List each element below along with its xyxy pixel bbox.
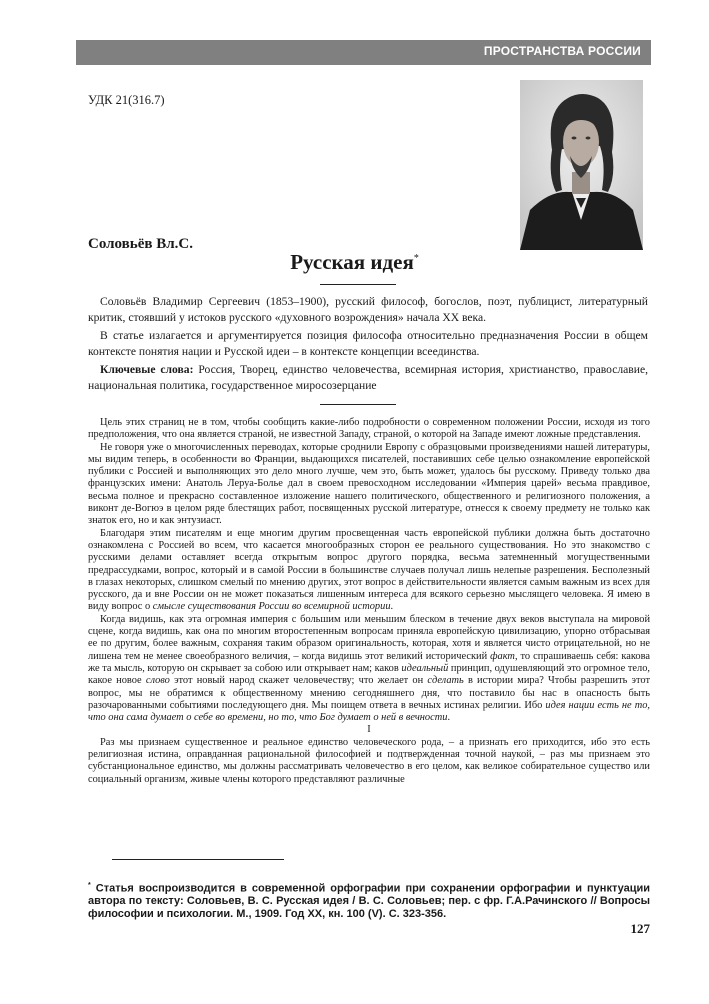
body-paragraph-3 xyxy=(88,528,650,614)
body-paragraph-4-part-b: , то спрашиваешь себя: какова же та мысль, которую он скрывает за собою или открывает нам; каков xyxy=(88,650,650,674)
body-paragraph-3-text: Благодаря этим писателям и еще многим другим просвещенная часть европейской публики должна быть достаточно ознакомлена с Россией во всем, что касается многообразных сторон ее реального существования. Но это знакомство с русскими делами оставляет всегда открытым вопрос другого порядка, весьма затемненный могущественными предрассудками, вопрос, который и в самой России в большинстве случаев получал лишь нелепые разрешения. Бесполезный в глазах некоторых, слишком смелый по мнению других, этот вопрос в действительности является самым важным из всех для русского, да и вне России он не может показаться лишенным интереса для всякого серьезно мыслящего человека. Я имею в виду вопрос о xyxy=(88,527,650,613)
section-header-bar xyxy=(76,40,651,65)
body-paragraph-4-part-e: в истории мира? Чтобы разрешить этот вопрос, мы не обратимся к общественному мнению сегодняшнего дня, что поставило бы нас в опасность быть разочарованными событиями последующего дня. Мы поищем ответа в вечных истинах религии. Ибо xyxy=(88,675,651,711)
author-bio: Соловьёв Владимир Сергеевич (1853–1900), русский философ, богослов, поэт, публицист, литературный критик, стоявший у истоков русского «духовного возрождения» начала XX века. xyxy=(88,295,648,324)
article-title xyxy=(0,250,709,275)
body-paragraph-4-emphasis-4: сделать xyxy=(427,675,464,687)
footnote xyxy=(88,880,650,920)
keywords-list: Россия, Творец, единство человечества, всемирная история, христианство, православие, национальная политика, государственное миросозерцание xyxy=(88,363,649,392)
title-footnote-mark: * xyxy=(413,253,419,264)
abstract-divider xyxy=(320,404,396,405)
body-paragraph-4-part-d: этот новый народ скажет человечеству; что желает он xyxy=(169,675,428,687)
keywords-label: Ключевые слова: xyxy=(100,363,194,376)
footnote-mark: * xyxy=(88,882,91,889)
section-title: ПРОСТРАНСТВА РОССИИ xyxy=(483,44,641,58)
udk-code: УДК 21(316.7) xyxy=(88,93,165,107)
body-paragraph-4 xyxy=(88,614,650,725)
page-number: 127 xyxy=(630,921,650,936)
article-title-text: Русская идея xyxy=(290,250,414,274)
body-paragraph-4-emphasis-1: факт xyxy=(490,650,515,662)
body-paragraph-3-emphasis: смысле существования России во всемирной истории xyxy=(152,601,391,613)
author-portrait xyxy=(520,80,643,250)
title-divider xyxy=(320,284,396,285)
abstract xyxy=(88,294,648,393)
body-paragraph-4-emphasis-3: слово xyxy=(145,675,170,687)
body-paragraph-5: Раз мы признаем существенное и реальное единство человеческого рода, – а признать его приходится, ибо это есть религиозная истина, оправданная рациональной философией и подтвержденная точной наукой, – раз мы признаем это субстанциональное единство, мы должны рассматривать человечество в его целом, как великое собирательное существо или социальный организм, живые члены которого представляют различные xyxy=(88,736,650,785)
section-number: I xyxy=(367,724,371,736)
body-paragraph-1: Цель этих страниц не в том, чтобы сообщить какие-либо подробности о современном положении России, исходя из того предположения, что она является страной, не известной Западу, страной, о которой на Западе имеют ложные представления. xyxy=(88,417,650,441)
article-body xyxy=(88,417,650,786)
footnote-divider xyxy=(112,859,284,860)
author-name: Соловьёв Вл.С. xyxy=(88,236,193,252)
body-paragraph-4-part-f: . xyxy=(447,712,451,724)
abstract-summary: В статье излагается и аргументируется позиция философа относительно предназначения России в общем контексте понятия нации и Русской идеи – в контексте концепции всеединства. xyxy=(88,329,648,358)
body-paragraph-2: Не говоря уже о многочисленных переводах, которые сроднили Европу с образцовыми произведениями нашей литературы, мы видим теперь, в особенности во Франции, выдающихся писателей, поставивших себе целью ознакомление европейской публики с Россией и выполняющих это дело много лучше, чем это, быть может, удалось бы русскому. Приведу только два французских имени: Анатоль Леруа-Болье дал в своем превосходном исследовании «Империя царей» весьма правдивое, весьма полное и прекрасно составленное изложение нашего политического, общественного и религиозного положения, а виконт де-Вогюэ в целом ряде блестящих работ, посвященных русской литературе, отнесся к своему предмету не только как знаток его, но и как энтузиаст. xyxy=(88,441,650,527)
body-paragraph-3-end: . xyxy=(390,601,394,613)
body-paragraph-4-part-c: принцип, одушевляющий это огромное тело, какое новое xyxy=(88,662,650,687)
keywords xyxy=(88,362,648,393)
body-paragraph-4-emphasis-2: идеальный xyxy=(401,662,449,674)
body-paragraph-4-part-a: Когда видишь, как эта огромная империя с большим или меньшим блеском в течение двух веков выступала на мировой сцене, когда видишь, как она по многим второстепенным вопросам приняла европейскую цивилизацию, упорно отбрасывая ее по другим, более важным, сохраняя таким образом оригинальность, которая, хотя и является чисто отрицательной, но не лишена тем не менее своеобразного величия, – когда видишь этот великий исторический xyxy=(88,613,650,662)
footnote-text: Статья воспроизводится в современной орфографии при сохранении орфографии и пунктуации автора по тексту: Соловьев, В. С. Русская идея / В. С. Соловьев; пер. с фр. Г.А.Рачинского // Вопросы философии и психологии. М., 1909. Год XX, кн. 100 (V). С. 323-356. xyxy=(88,882,650,920)
body-paragraph-4-emphasis-5: идея нации есть не то, что она сама думает о себе во времени, но то, что Бог думает о ней в вечности xyxy=(88,699,650,724)
